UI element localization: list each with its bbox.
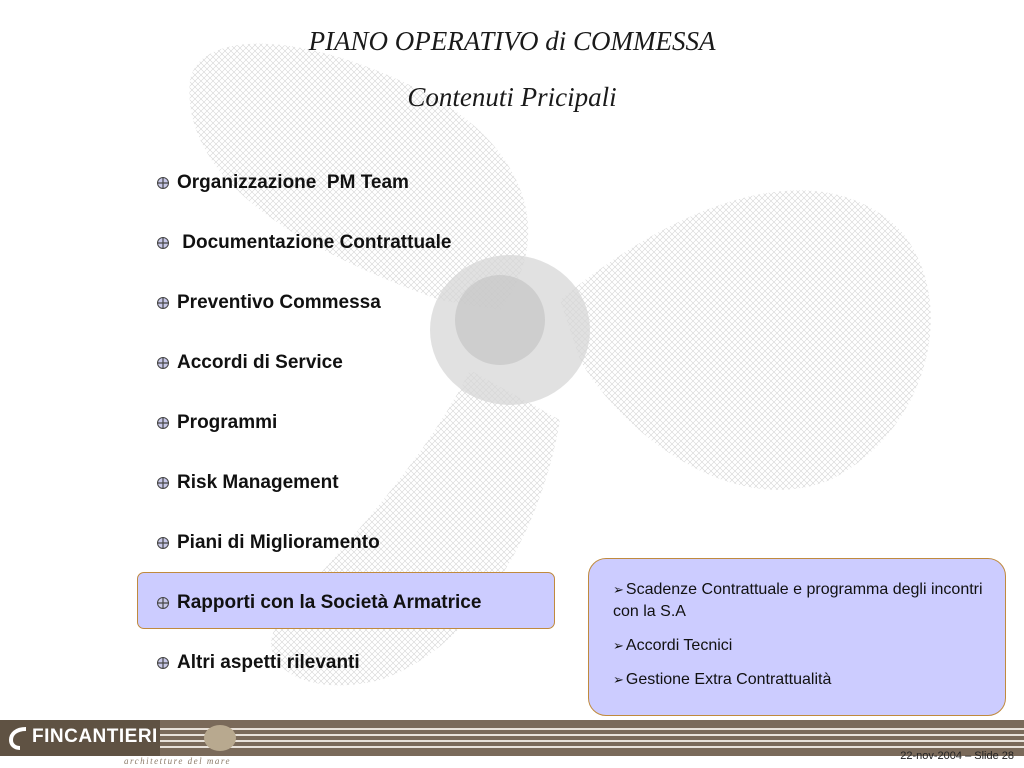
company-logo-text: FINCANTIERI bbox=[32, 726, 158, 747]
bullet-item bbox=[156, 468, 339, 498]
callout-item: ➢ Gestione Extra Contrattualità bbox=[613, 671, 832, 688]
bullet-item bbox=[156, 228, 451, 258]
footer-stripes bbox=[160, 725, 1024, 751]
crosshair-bullet-icon bbox=[156, 356, 170, 370]
crosshair-bullet-icon bbox=[156, 596, 170, 610]
crosshair-bullet-icon bbox=[156, 176, 170, 190]
bullet-text: Altri aspetti rilevanti bbox=[177, 652, 360, 673]
crosshair-bullet-icon bbox=[156, 296, 170, 310]
bullet-item bbox=[156, 528, 380, 558]
arrow-bullet-icon: ➢ bbox=[613, 638, 624, 653]
arrow-bullet-icon: ➢ bbox=[613, 582, 624, 597]
bullet-text: Piani di Miglioramento bbox=[177, 532, 380, 553]
bullet-text: Programmi bbox=[177, 412, 278, 433]
bullet-item bbox=[156, 168, 409, 198]
slide-subtitle: Contenuti Pricipali bbox=[407, 82, 617, 112]
slide-info: 22-nov-2004 – Slide 28 bbox=[900, 750, 1014, 762]
logo-area bbox=[0, 720, 160, 756]
footer bbox=[0, 720, 1024, 768]
bullet-text: Accordi di Service bbox=[177, 352, 343, 373]
crosshair-bullet-icon bbox=[156, 656, 170, 670]
bullet-text: Risk Management bbox=[177, 472, 339, 493]
callout-item: ➢ Scadenze Contrattuale e programma degli incontri con la S.A bbox=[613, 581, 983, 620]
bullet-item bbox=[156, 348, 343, 378]
bullet-text: Organizzazione PM Team bbox=[177, 172, 409, 193]
bullet-item bbox=[156, 648, 360, 678]
crosshair-bullet-icon bbox=[156, 416, 170, 430]
crosshair-bullet-icon bbox=[156, 536, 170, 550]
company-tagline: architetture del mare bbox=[124, 756, 231, 766]
bullet-text: Preventivo Commessa bbox=[177, 292, 381, 313]
arrow-bullet-icon: ➢ bbox=[613, 672, 624, 687]
bullet-text: Documentazione Contrattuale bbox=[177, 232, 452, 253]
bullet-item bbox=[156, 408, 277, 438]
crosshair-bullet-icon bbox=[156, 476, 170, 490]
callout-item: ➢ Accordi Tecnici bbox=[613, 637, 733, 654]
bullet-text: Rapporti con la Società Armatrice bbox=[177, 592, 482, 613]
callout-box bbox=[588, 558, 1006, 716]
crosshair-bullet-icon bbox=[156, 236, 170, 250]
bullet-item-highlighted bbox=[156, 588, 481, 618]
slide-title: PIANO OPERATIVO di COMMESSA bbox=[308, 26, 716, 56]
fincantieri-logo-icon bbox=[8, 726, 30, 750]
bullet-item bbox=[156, 288, 381, 318]
